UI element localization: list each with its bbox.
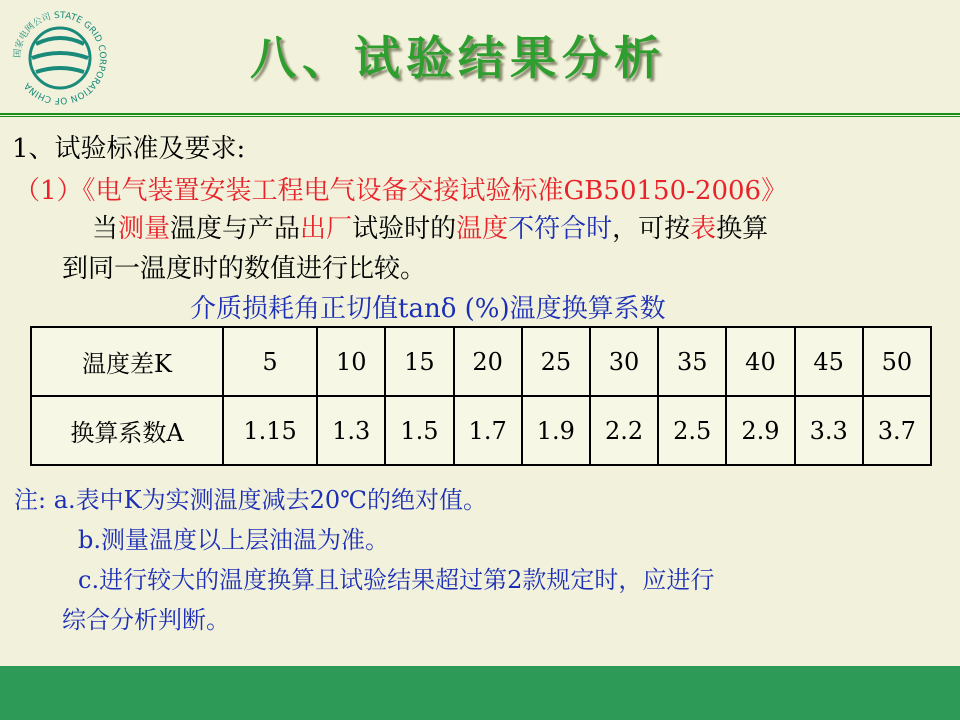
- table-cell: 45: [795, 327, 863, 396]
- note-c: c.进行较大的温度换算且试验结果超过第2款规定时，应进行: [78, 566, 715, 594]
- table-cell: 25: [522, 327, 590, 396]
- table-cell: 15: [385, 327, 453, 396]
- text-segment: 试验时的: [352, 214, 457, 244]
- text-segment-red: 温度: [456, 214, 509, 244]
- table-cell: 3.7: [863, 396, 931, 465]
- row-header-temperature-difference: 温度差K: [31, 327, 223, 396]
- note-b: b.测量温度以上层油温为准。: [78, 526, 389, 554]
- state-grid-logo-icon: [6, 4, 114, 112]
- table-caption: 介质损耗角正切值tanδ (%)温度换算系数: [190, 294, 666, 324]
- paragraph-line-1: [92, 208, 768, 245]
- svg-text:国家电网公司 STATE GRID CORPORATION: [12, 11, 107, 105]
- table-row: [31, 327, 931, 396]
- title-divider-thin: [0, 116, 960, 117]
- footer-bar: [0, 666, 960, 720]
- table-cell: 2.2: [590, 396, 658, 465]
- table-cell: 1.5: [385, 396, 453, 465]
- text-segment: ，可按: [612, 214, 691, 244]
- table-cell: 1.15: [223, 396, 317, 465]
- text-segment: 当: [92, 214, 119, 244]
- text-segment-red: 出厂: [300, 214, 353, 244]
- paragraph-line-2: 到同一温度时的数值进行比较。: [62, 254, 427, 284]
- text-segment: 换算: [716, 214, 769, 244]
- note-a: 注: a.表中K为实测温度减去20℃的绝对值。: [14, 486, 487, 514]
- table-cell: 2.5: [658, 396, 726, 465]
- table-cell: 1.9: [522, 396, 590, 465]
- text-segment: 温度与产品: [170, 214, 301, 244]
- note-c-continued: 综合分析判断。: [62, 606, 230, 634]
- text-segment-red: 表: [690, 214, 717, 244]
- table-cell: 1.7: [454, 396, 522, 465]
- table-row: [31, 396, 931, 465]
- section-heading: 1、试验标准及要求:: [12, 134, 246, 164]
- table-cell: 20: [454, 327, 522, 396]
- table-cell: 2.9: [726, 396, 794, 465]
- table-cell: 5: [223, 327, 317, 396]
- text-segment-red: 测量: [118, 214, 171, 244]
- table-cell: 30: [590, 327, 658, 396]
- logo-text: 国家电网公司 STATE GRID CORPORATION OF CHINA: [12, 10, 108, 106]
- table-cell: 50: [863, 327, 931, 396]
- text-segment-blue: 不符合时: [508, 214, 613, 244]
- table-cell: 35: [658, 327, 726, 396]
- standard-reference: （1）《电气装置安装工程电气设备交接试验标准GB50150-2006》: [14, 176, 788, 206]
- table-cell: 40: [726, 327, 794, 396]
- title-divider: [0, 113, 960, 115]
- table-cell: 10: [317, 327, 385, 396]
- table-cell: 1.3: [317, 396, 385, 465]
- row-header-conversion-coefficient: 换算系数A: [31, 396, 223, 465]
- slide-title: 八、试验结果分析: [250, 31, 666, 85]
- table-cell: 3.3: [795, 396, 863, 465]
- conversion-coefficient-table: [30, 326, 932, 466]
